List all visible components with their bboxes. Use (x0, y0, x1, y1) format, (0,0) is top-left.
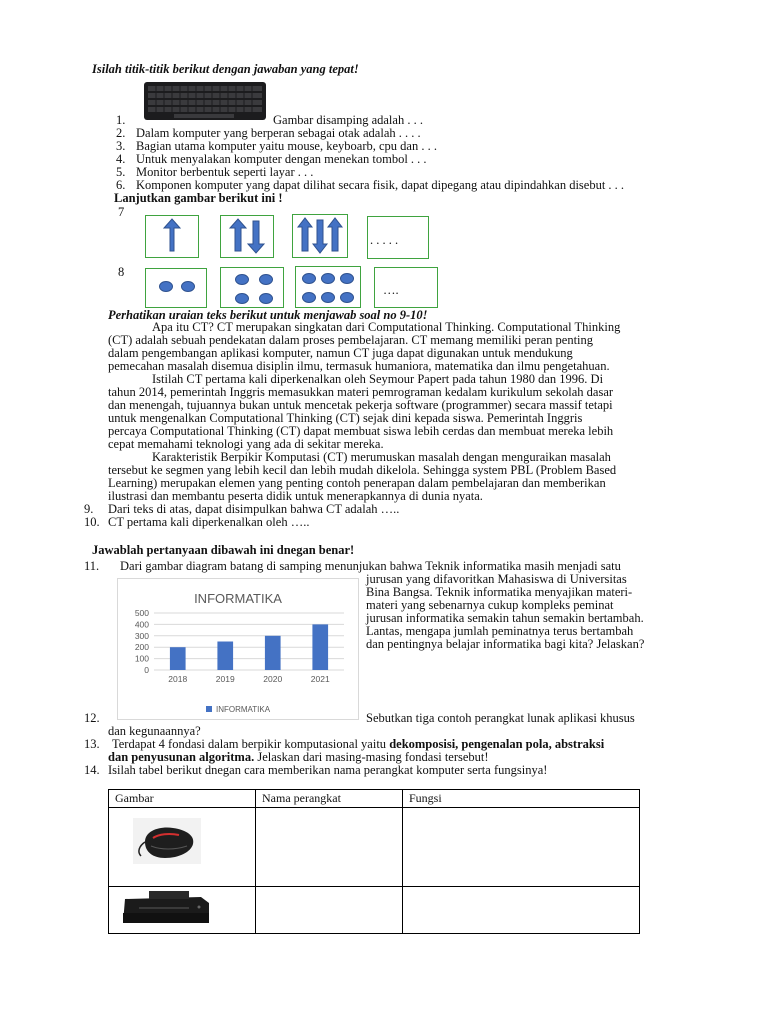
p3-line: ilustrasi dan membantu peserta didik untuk menerapkannya di dunia nyata. (108, 489, 483, 503)
dot (235, 274, 249, 285)
q11-line: Lantas, mengapa jumlah peminatnya terus bertambah (366, 624, 634, 638)
mouse-image (109, 808, 255, 882)
q14-number: 14. (84, 763, 100, 777)
printer-image (109, 887, 255, 929)
q3-number: 3. (116, 139, 126, 153)
q7-box-3 (292, 214, 348, 258)
table-header-fungsi: Fungsi (403, 790, 640, 808)
dot (340, 292, 354, 303)
table-header-gambar: Gambar (109, 790, 256, 808)
p3-line: Learning) merupakan elemen yang penting contoh penerapan dalam pembelajaran dan memberikan (108, 476, 606, 490)
legend-swatch (206, 706, 212, 712)
y-tick-label: 400 (134, 619, 149, 630)
q1-number: 1. (116, 113, 126, 127)
q11-line: jurusan informatika semakin tahun semakin bertambah. (366, 611, 644, 625)
table-cell-nama[interactable] (256, 887, 403, 934)
q13-post: Jelaskan dari masing-masing fondasi tersebut! (254, 750, 489, 764)
down-arrow-icon (248, 221, 264, 253)
bar (265, 636, 281, 670)
q12-text-cont: dan kegunaannya? (108, 724, 201, 738)
up-arrow-icon (230, 219, 246, 251)
dot (159, 281, 173, 292)
up-arrow-icon (164, 219, 180, 251)
bar (312, 624, 328, 670)
table-cell-fungsi[interactable] (403, 808, 640, 887)
x-tick-label: 2021 (310, 674, 330, 684)
legend-label: INFORMATIKA (216, 705, 271, 714)
dot (321, 273, 335, 284)
p1-line: (CT) adalah sebuah pendekatan dalam proses pembelajaran. CT memang memiliki peran penting (108, 333, 594, 347)
p2-line: cepat memahami teknologi yang ada di sekitar mereka. (108, 437, 384, 451)
q10-text: CT pertama kali diperkenalkan oleh ….. (108, 515, 310, 529)
q8-box-2 (220, 267, 284, 308)
dot (340, 273, 354, 284)
down-arrow-icon (313, 220, 327, 253)
p1-line: dalam pengembangan aplikasi komputer, namun CT juga dapat digunakan untuk mendukung (108, 346, 573, 360)
q8-blank: …. (383, 283, 399, 297)
y-tick-label: 200 (134, 642, 149, 653)
chart-title: INFORMATIKA (194, 591, 282, 606)
informatika-bar-chart (117, 578, 359, 720)
q14-text: Isilah tabel berikut dnegan cara memberikan nama perangkat komputer serta fungsinya! (108, 763, 548, 777)
q2-text: Dalam komputer yang berperan sebagai otak adalah . . . . (136, 126, 421, 140)
table-cell-image (109, 808, 256, 887)
q7-box-2 (220, 215, 274, 258)
dot (181, 281, 195, 292)
dot (302, 292, 316, 303)
y-tick-label: 100 (134, 653, 149, 664)
q3-text: Bagian utama komputer yaitu mouse, keyboarb, cpu dan . . . (136, 139, 437, 153)
q11-number: 11. (84, 559, 100, 573)
q8-answer-box[interactable] (374, 267, 438, 308)
q2-number: 2. (116, 126, 126, 140)
q11-line: dan pentingnya belajar informatika bagi kita? Jelaskan? (366, 637, 645, 651)
q12-text: Sebutkan tiga contoh perangkat lunak aplikasi khusus (366, 711, 635, 725)
dot (259, 274, 273, 285)
p1-line: pemecahan masalah disemua disiplin ilmu, termasuk humaniora, matematika dan ilmu pengetahuan. (108, 359, 610, 373)
table-header-nama: Nama perangkat (256, 790, 403, 808)
reading-heading: Perhatikan uraian teks berikut untuk menjawab soal no 9-10! (108, 308, 428, 322)
p1-line: Apa itu CT? CT merupakan singkatan dari Computational Thinking. Computational Thinking (152, 320, 621, 334)
q13-pre: Terdapat 4 fondasi dalam berpikir komputasional yaitu (112, 737, 390, 751)
dot (235, 293, 249, 304)
q5-number: 5. (116, 165, 126, 179)
q11-line: Bina Bangsa. Teknik informatika menyajikan materi- (366, 585, 633, 599)
keyboard-image (144, 82, 266, 120)
x-tick-label: 2019 (215, 674, 235, 684)
q13-number: 13. (84, 737, 100, 751)
up-arrow-icon (328, 218, 342, 251)
up-arrow-icon (298, 218, 312, 251)
y-tick-label: 0 (144, 665, 149, 675)
p2-line: Istilah CT pertama kali diperkenalkan oleh Seymour Papert pada tahun 1980 dan 1996. Di (152, 372, 604, 386)
p3-line: tersebut ke segmen yang lebih kecil dan lebih mudah dikelola. Sehingga system PBL (Problem Based (108, 463, 617, 477)
instruction-heading: Isilah titik-titik berikut dengan jawaban yang tepat! (92, 62, 359, 76)
bar (217, 642, 233, 671)
pattern-heading: Lanjutkan gambar berikut ini ! (114, 191, 283, 205)
q11-line: materi yang sebenarnya cukup kompleks peminat (366, 598, 614, 612)
p2-line: percaya Computational Thinking (CT) dapat membuat siswa lebih cerdas dan membuat mereka lebih (108, 424, 614, 438)
q7-blank: . . . . . (370, 233, 399, 247)
q4-number: 4. (116, 152, 126, 166)
table-cell-nama[interactable] (256, 808, 403, 887)
q9-text: Dari teks di atas, dapat disimpulkan bahwa CT adalah ….. (108, 502, 400, 516)
q6-text: Komponen komputer yang dapat dilihat secara fisik, dapat dipegang atau dipindahkan disebut . . . (136, 178, 625, 192)
q11-line: Dari gambar diagram batang di samping menunjukan bahwa Teknik informatika masih menjadi satu (120, 559, 621, 573)
q8-box-3 (295, 266, 361, 308)
q13-bold2: dan penyusunan algoritma. (108, 750, 255, 764)
p2-line: tahun 2014, pemerintah Inggris memasukkan materi pemrograman kedalam kurikulum sekolah dasar (108, 385, 614, 399)
device-table (108, 789, 640, 934)
p2-line: untuk mengenalkan Computational Thinking (CT) sejak dini kepada siswa. Pemerintah Inggris (108, 411, 583, 425)
dot (302, 273, 316, 284)
bar (170, 647, 186, 670)
x-tick-label: 2018 (168, 674, 188, 684)
q7-number: 7 (118, 205, 125, 219)
essay-heading: Jawablah pertanyaan dibawah ini dnegan benar! (92, 543, 355, 557)
x-tick-label: 2020 (263, 674, 283, 684)
q7-box-1 (145, 215, 199, 258)
q4-text: Untuk menyalakan komputer dengan menekan tombol . . . (136, 152, 427, 166)
q9-number: 9. (84, 502, 94, 516)
q11-line: jurusan yang difavoritkan Mahasiswa di Universitas (366, 572, 627, 586)
q8-number: 8 (118, 265, 125, 279)
q6-number: 6. (116, 178, 126, 192)
q5-text: Monitor berbentuk seperti layar . . . (136, 165, 314, 179)
dot (321, 292, 335, 303)
y-tick-label: 300 (134, 630, 149, 641)
p3-line: Karakteristik Berpikir Komputasi (CT) merumuskan masalah dengan menguraikan masalah (152, 450, 611, 464)
y-tick-label: 500 (134, 608, 149, 618)
table-cell-fungsi[interactable] (403, 887, 640, 934)
q13-bold1: dekomposisi, pengenalan pola, abstraksi (389, 737, 605, 751)
p2-line: dan menengah, tujuannya bukan untuk mencetak pekerja software (programmer) secara massif tetapi (108, 398, 613, 412)
q8-box-1 (145, 268, 207, 308)
table-cell-image (109, 887, 256, 934)
q10-number: 10. (84, 515, 100, 529)
dot (259, 293, 273, 304)
q7-answer-box[interactable] (367, 216, 429, 259)
q1-text: Gambar disamping adalah . . . (273, 113, 423, 127)
q12-number: 12. (84, 711, 100, 725)
